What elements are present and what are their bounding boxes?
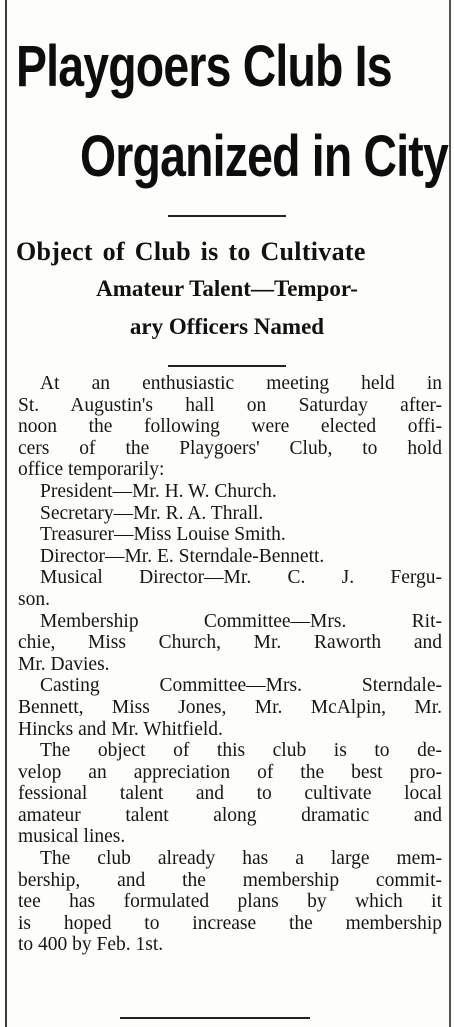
- body-line: to 400 by Feb. 1st.: [18, 934, 164, 956]
- body-line: bership, and the membership commit-: [18, 869, 442, 891]
- deck-divider: [168, 365, 286, 367]
- article-body: [18, 373, 442, 956]
- body-line: Mr. Davies.: [18, 653, 110, 675]
- headline-line-2: Organized in City: [80, 124, 448, 189]
- body-line: is hoped to increase the membership: [18, 912, 442, 934]
- headline-line-1: Playgoers Club Is: [16, 34, 392, 99]
- body-line: At an enthusiastic meeting held in: [40, 373, 442, 394]
- body-line: The club already has a large mem-: [40, 848, 442, 870]
- deck-line-2: Amateur Talent—Tempor-: [96, 276, 358, 301]
- body-line: velop an appreciation of the best pro-: [18, 761, 442, 783]
- body-line: musical lines.: [18, 826, 126, 848]
- body-line: amateur talent along dramatic and: [18, 804, 442, 826]
- column-rule-right: [449, 0, 451, 1027]
- body-line: chie, Miss Church, Mr. Raworth and: [18, 632, 442, 654]
- body-line: President—Mr. H. W. Church.: [40, 480, 277, 502]
- body-line: St. Augustin's hall on Saturday after-: [18, 394, 442, 416]
- deck-line-1: Object of Club is to Cultivate: [16, 237, 366, 266]
- body-line: cers of the Playgoers' Club, to hold: [18, 437, 442, 459]
- body-line: Secretary—Mr. R. A. Thrall.: [40, 502, 264, 524]
- body-line: Musical Director—Mr. C. J. Fergu-: [40, 567, 442, 589]
- body-line: son.: [18, 588, 50, 610]
- body-line: tee has formulated plans by which it: [18, 891, 442, 913]
- headline-divider: [168, 215, 286, 217]
- body-line: Director—Mr. E. Sterndale-Bennett.: [40, 545, 325, 567]
- body-line: Casting Committee—Mrs. Sterndale-: [40, 675, 442, 697]
- body-line: Bennett, Miss Jones, Mr. McAlpin, Mr.: [18, 696, 442, 718]
- deck-line-3: ary Officers Named: [129, 314, 325, 339]
- body-line: office temporarily:: [18, 459, 165, 481]
- body-line: noon the following were elected offi-: [18, 416, 442, 438]
- body-line: The object of this club is to de-: [40, 740, 442, 762]
- body-line: fessional talent and to cultivate local: [18, 783, 442, 805]
- body-line: Hincks and Mr. Whitfield.: [18, 718, 223, 740]
- body-line: Treasurer—Miss Louise Smith.: [40, 524, 286, 546]
- body-line: Membership Committee—Mrs. Rit-: [40, 610, 442, 632]
- end-divider: [120, 1017, 310, 1019]
- column-rule-left: [5, 0, 7, 1027]
